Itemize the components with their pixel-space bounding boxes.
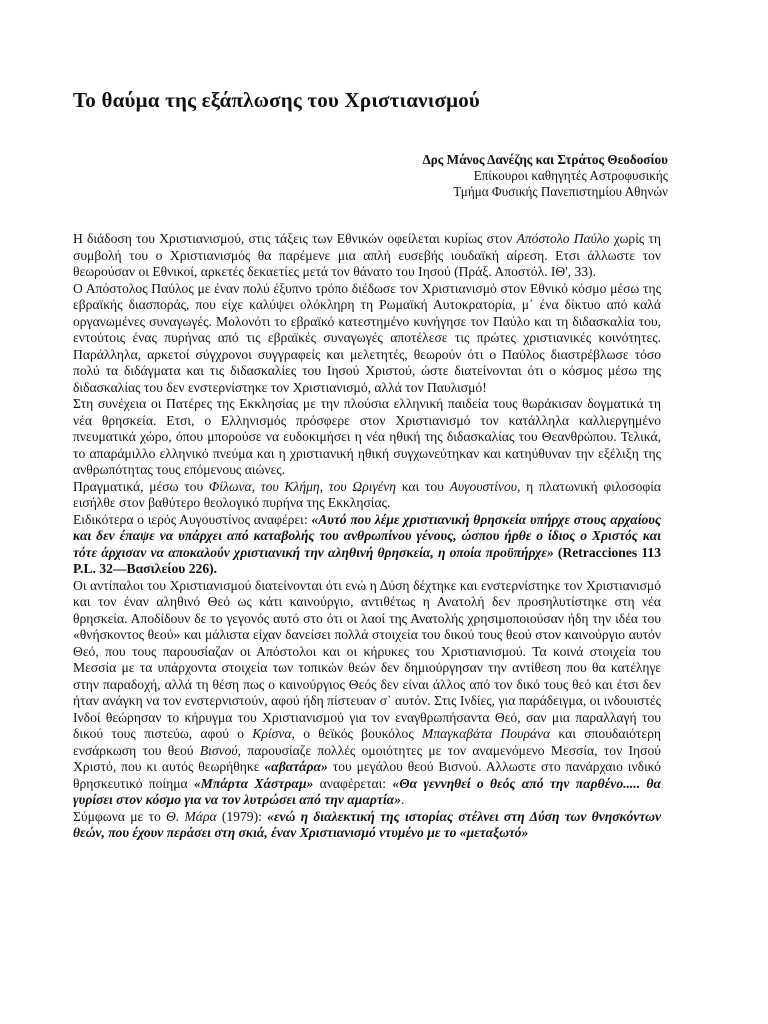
text-run: Ειδικότερα ο ιερός Αυγουστίνος αναφέρει: (73, 511, 312, 527)
italic-name: Αυγουστίνου (449, 478, 517, 494)
paragraph-1 (73, 231, 661, 281)
quote-maras: «ενώ η διαλεκτική της ιστορίας στέλνει στη Δύση των θνησκόντων θεών, που έχουν περάσει στη σκιά, έναν Χριστιανισμό ντυμένο με το «μεταξωτό» (73, 808, 662, 840)
text-run: και του (396, 478, 450, 494)
article-body (73, 231, 661, 842)
text-run: και σπουδαιότερη ενσάρκωση του θεού (73, 726, 661, 758)
italic-term: «αβατάρα» (264, 759, 328, 774)
paragraph-4 (73, 479, 661, 512)
italic-name: Βισνού (199, 742, 238, 758)
quote-poem: «Θα γεννηθεί ο θεός από την παρθένο..... θα γυρίσει στον κόσμο για να τον λυτρώσει από την αμαρτία» (73, 775, 661, 807)
text-run: Πραγματικά, μέσω του (73, 478, 209, 494)
quote-augustine: «Αυτό που λέμε χριστιανική θρησκεία υπήρχε στους αρχαίους και δεν έπαψε να υπάρχει από καταβολής του ανθρωπίνου γένους, ώσπου ήρθε ο ίδιος ο Χριστός και τότε άρχισαν να αποκαλούν χριστιανική την αληθινή θρησκεία, η οποία προϋπήρχε» (73, 511, 662, 560)
author-department: Τμήμα Φυσικής Πανεπιστημίου Αθηνών (453, 184, 668, 199)
author-position: Επίκουροι καθηγητές Αστροφυσικής (473, 168, 668, 183)
text-run: Οι αντίπαλοι του Χριστιανισμού διατείνονται ότι ενώ η Δύση δέχτηκε και ενστερνίστηκε τον Χριστιανισμό και τον έναν αληθινό Θεό ως κάτι καινούργιο, αντιθέτως η Ανατολή δεν προσηλυτίστηκε στη νέα θρησκεία. Αποδίδουν δε το γεγονός αυτό στο ότι οι λαοί της Ανατολής χρησιμοποιούσαν ήδη την ιδέα του «θνήσκοντος θεού» και μάλιστα είχαν δανείσει πολλά στοιχεία του δικού τους θεού στον καινούργιο αυτόν Θεό, που τους παρουσίαζαν οι Απόστολοι και οι κήρυκες του Χριστιανισμού. Τα κοινά στοιχεία του Μεσσία με τα υπάρχοντα στοιχεία των τοπικών θεών δεν δημιούργησαν την αντίθεση που θα κατέληγε στην παραδοχή, αλλά τη θέση πως ο καινούργιος Θεός δεν είναι άλλος από τον δικό τους θεό και έτσι δεν ήταν ανάγκη να τον ενστερνιστούν, αφού ήδη πίστευαν σ᾿ αυτόν. Στις Ινδίες, για παράδειγμα, οι ινδουιστές Ινδοί θεώρησαν το κήρυγμα του Χριστιανισμού για τον εναγθρωπήσαντα Θεό, σαν μια παραλλαγή του δικού τους πιστεύω, αφού ο (73, 577, 661, 741)
text-run: , η πλατωνική φιλοσοφία εισήλθε στον βαθύτερο θεολογικό πυρήνα της Εκκλησίας. (73, 478, 662, 510)
article-title: Το θαύμα της εξάπλωσης του Χριστιανισμού (73, 88, 480, 112)
text-run: , παρουσίαζε πολλές ομοιότητες με τον αναμενόμενο Μεσσία, τον Ιησού Χριστό, που κι αυτός θεωρήθηκε (73, 742, 661, 774)
text-run: του μεγάλου θεού Βισνού. Αλλωστε στο πανάρχαιο ινδικό θρησκευτικό ποίημα (73, 759, 661, 791)
italic-names: Φίλωνα, του Κλήμη, του Ωριγένη (208, 478, 396, 494)
text-run: Σύμφωνα με το (73, 808, 167, 824)
italic-name: Κρίσνα (252, 726, 292, 741)
text-run: Η διάδοση του Χριστιανισμού, στις τάξεις των Εθνικών οφείλεται κυρίως στον (73, 231, 517, 246)
text-run: (1979): (216, 808, 268, 824)
citation: (Retracciones 113 P.L. 32—Βασιλείου 226). (73, 544, 662, 576)
text-run: , ο θεϊκός βουκόλος (291, 726, 422, 741)
text-run: . (401, 792, 405, 807)
italic-name: Θ. Μάρα (166, 808, 217, 824)
paragraph-5 (73, 512, 661, 578)
author-names: Δρς Μάνος Δανέζης και Στράτος Θεοδοσίου (422, 152, 668, 167)
author-block (422, 152, 668, 200)
italic-title: «Μπάρτα Χάστραμ» (193, 775, 314, 791)
italic-name: Απόστολο Παύλο (516, 231, 610, 246)
italic-name: Μπαγκαβάτα Πουράνα (422, 726, 551, 741)
paragraph-6 (73, 578, 661, 809)
paragraph-2: Ο Απόστολος Παύλος με έναν πολύ έξυπνο τρόπο διέδωσε τον Χριστιανισμό στον Εθνικό κόσμο μέσω της εβραϊκής διασποράς, που είχε καλύψει ολόκληρη τη Ρωμαϊκή Αυτοκρατορία, μ᾿ ένα δίκτυο από καλά οργανωμένες συναγωγές. Μολονότι το εβραϊκό κατεστημένο κυνήγησε τον Παύλο και τη διδασκαλία του, εντούτοις ένας πυρήνας από τις εβραϊκές συναγωγές αποτέλεσε τις πρώτες χριστιανικές κοινότητες. Παράλληλα, αρκετοί σύγχρονοι συγγραφείς και μελετητές, θεωρούν ότι ο Παύλος διαστρέβλωσε τόσο πολύ τα διδάγματα και τις διδασκαλίες του Ιησού Χριστού, ώστε διατείνονται ότι ο κόσμος μέσω της διδασκαλίας του δεν ενστερνίστηκε τον Χριστιανισμό, αλλά τον Παυλισμό! (73, 280, 661, 395)
text-run: χωρίς τη συμβολή του ο Χριστιανισμός θα παρέμενε μια απλή ευσεβής ιουδαϊκή αίρεση. Ετσι άλλωστε τον θεωρούσαν οι Εθνικοί, αρκετές δεκαετίες μετά τον θάνατο του Ιησού (Πράξ. Αποστόλ. ΙΘ', 33). (73, 231, 661, 279)
text-run: αναφέρεται: (313, 775, 393, 791)
paragraph-3: Στη συνέχεια οι Πατέρες της Εκκλησίας με την πλούσια ελληνική παιδεία τους θωράκισαν δογματικά τη νέα θρησκεία. Ετσι, ο Ελληνισμός πρόσφερε στον Χριστιανισμό τον κατάλληλα καλλιεργημένο πνευματικά χώρο, όπου μπορούσε να ευδοκιμήσει η νέα ηθική της διδασκαλίας του Θεανθρώπου. Τελικά, το απαράμιλλο ελληνικό πνεύμα και η χριστιανική ηθική συγχωνεύτηκαν και κατηύθυναν την εξέλιξη της ανθρωπότητας τους επόμενους αιώνες. (73, 396, 661, 477)
paragraph-7 (73, 809, 661, 842)
